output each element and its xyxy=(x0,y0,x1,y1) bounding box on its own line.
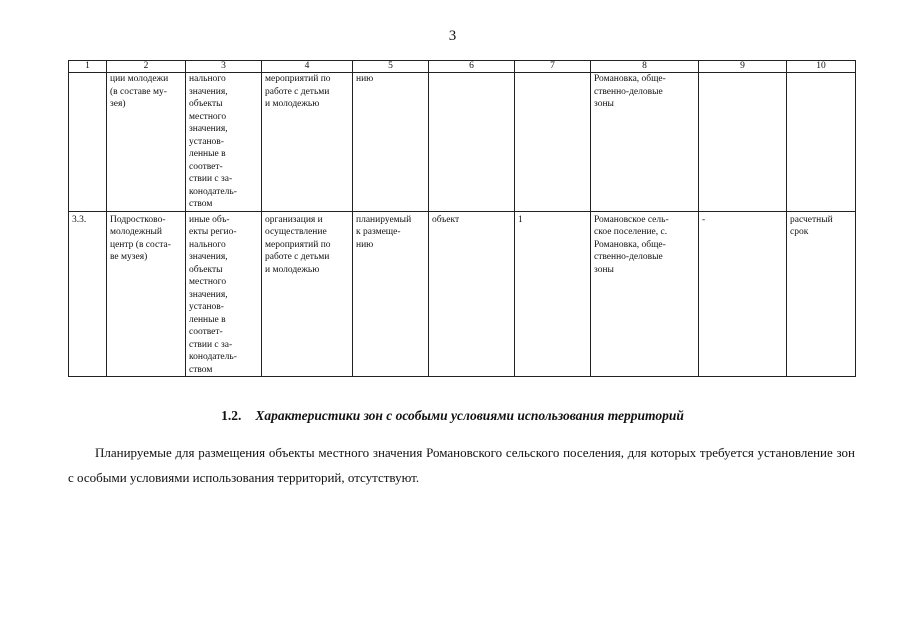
table-cell: нального значения, объекты местного значения, установ- ленные в соответ- ствии с за- конодатель- ством xyxy=(186,73,262,212)
table-cell: мероприятий по работе с детьми и молодежью xyxy=(262,73,353,212)
body-paragraph: Планируемые для размещения объекты местного значения Романовского сельского поселения, для которых требуется установление зон с особыми условиями использования территорий, отсутствуют. xyxy=(68,445,855,485)
table-cell: Подростково- молодежный центр (в соста- ве музея) xyxy=(107,211,186,377)
table-header-row xyxy=(69,61,856,73)
table-cell xyxy=(429,73,515,212)
table-cell: Романовка, обще- ственно-деловые зоны xyxy=(591,73,699,212)
table-cell: Романовское сель- ское поселение, с. Романовка, обще- ственно-деловые зоны xyxy=(591,211,699,377)
table-cell: ции молодежи (в составе му- зея) xyxy=(107,73,186,212)
section-number: 1.2. xyxy=(221,408,242,423)
header-cell: 8 xyxy=(591,61,699,73)
table-cell: расчетный срок xyxy=(787,211,856,377)
table-cell: планируемый к размеще- нию xyxy=(353,211,429,377)
table-cell: иные объ- екты регио- нального значения, объекты местного значения, установ- ленные в соответ- ствии с за- конодатель- ством xyxy=(186,211,262,377)
table-cell: - xyxy=(699,211,787,377)
table-cell xyxy=(69,73,107,212)
objects-table xyxy=(68,60,856,377)
header-cell: 2 xyxy=(107,61,186,73)
section-heading xyxy=(0,408,905,424)
header-cell: 4 xyxy=(262,61,353,73)
header-cell: 10 xyxy=(787,61,856,73)
table-cell: 3.3. xyxy=(69,211,107,377)
header-cell: 3 xyxy=(186,61,262,73)
header-cell: 6 xyxy=(429,61,515,73)
header-cell: 9 xyxy=(699,61,787,73)
table-cell xyxy=(515,73,591,212)
table-cell: организация и осуществление мероприятий по работе с детьми и молодежью xyxy=(262,211,353,377)
header-cell: 7 xyxy=(515,61,591,73)
header-cell: 5 xyxy=(353,61,429,73)
table-cell: нию xyxy=(353,73,429,212)
table-row xyxy=(69,211,856,377)
header-cell: 1 xyxy=(69,61,107,73)
table-cell xyxy=(699,73,787,212)
table-cell: объект xyxy=(429,211,515,377)
table-cell: 1 xyxy=(515,211,591,377)
table-row xyxy=(69,73,856,212)
page-number: 3 xyxy=(448,28,457,44)
table-cell xyxy=(787,73,856,212)
section-title: Характеристики зон с особыми условиями использования территорий xyxy=(255,408,684,423)
